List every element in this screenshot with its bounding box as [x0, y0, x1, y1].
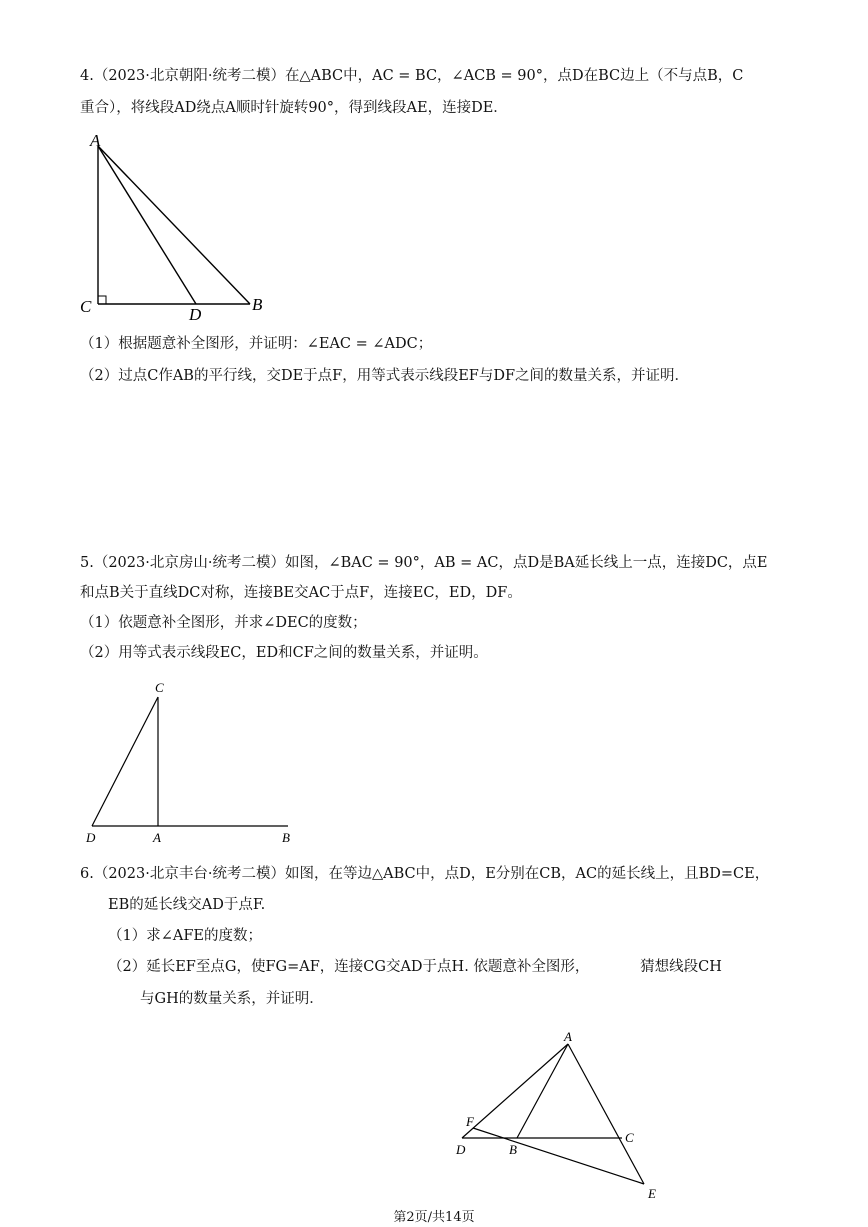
q4-right-angle-mark — [98, 296, 106, 304]
q6-sub2b: 与GH的数量关系，并证明． — [140, 991, 324, 1007]
q5-line2: 和点B关于直线DC对称，连接BE交AC于点F，连接EC，ED，DF。 — [80, 585, 522, 601]
q4-sub1: （1）根据题意补全图形，并证明：∠EAC = ∠ADC； — [80, 336, 433, 352]
q6-sub1: （1）求∠AFE的度数； — [108, 928, 262, 944]
q4-label-c: C — [80, 297, 92, 316]
q6-sub2: （2）延长EF至点G，使FG=AF，连接CG交AD于点H. 依题意补全图形， 猜想线段CH — [108, 959, 722, 975]
q4-label-b: B — [252, 295, 263, 314]
q4-label-d: D — [189, 305, 202, 324]
q6-label-b: B — [509, 1142, 517, 1157]
q6-segment-ab — [517, 1044, 568, 1138]
q6-line2: EB的延长线交AD于点F. — [108, 897, 266, 913]
q4-segment-ad — [98, 146, 196, 304]
q4-side-ab — [98, 146, 250, 304]
q5-label-d: D — [86, 830, 96, 845]
page-footer: 第2页/共14页 — [393, 1210, 475, 1225]
q6-label-f: F — [466, 1114, 474, 1129]
q4-figure — [78, 128, 278, 324]
q4-sub2: （2）过点C作AB的平行线，交DE于点F，用等式表示线段EF与DF之间的数量关系，并证明． — [80, 368, 690, 384]
q6-label-a: A — [564, 1030, 572, 1044]
q6-label-d: D — [456, 1142, 466, 1157]
q5-figure — [80, 678, 300, 848]
q4-line2: 重合），将线段AD绕点A顺时针旋转90°，得到线段AE，连接DE． — [80, 100, 508, 116]
q5-line1: 5.（2023·北京房山·统考二模）如图，∠BAC = 90°，AB = AC，点D是BA延长线上一点，连接DC，点E — [80, 555, 768, 571]
q6-label-c: C — [625, 1130, 634, 1145]
q5-sub1: （1）依题意补全图形，并求∠DEC的度数； — [80, 615, 367, 631]
q5-side-dc — [92, 697, 158, 826]
q5-label-a: A — [153, 830, 161, 845]
q6-figure — [450, 1030, 670, 1202]
q6-label-e: E — [648, 1186, 656, 1201]
q4-line1: 4.（2023·北京朝阳·统考二模）在△ABC中，AC = BC，∠ACB = 90°，点D在BC边上（不与点B，C — [80, 68, 744, 84]
q6-side-ab-extended — [462, 1044, 568, 1138]
q5-sub2: （2）用等式表示线段EC，ED和CF之间的数量关系，并证明。 — [80, 645, 488, 661]
q6-line1: 6.（2023·北京丰台·统考二模）如图，在等边△ABC中，点D，E分别在CB，AC的延长线上，且BD=CE， — [80, 866, 770, 882]
q5-label-b: B — [282, 830, 290, 845]
q5-label-c: C — [155, 680, 164, 695]
q4-label-a: A — [90, 131, 101, 150]
